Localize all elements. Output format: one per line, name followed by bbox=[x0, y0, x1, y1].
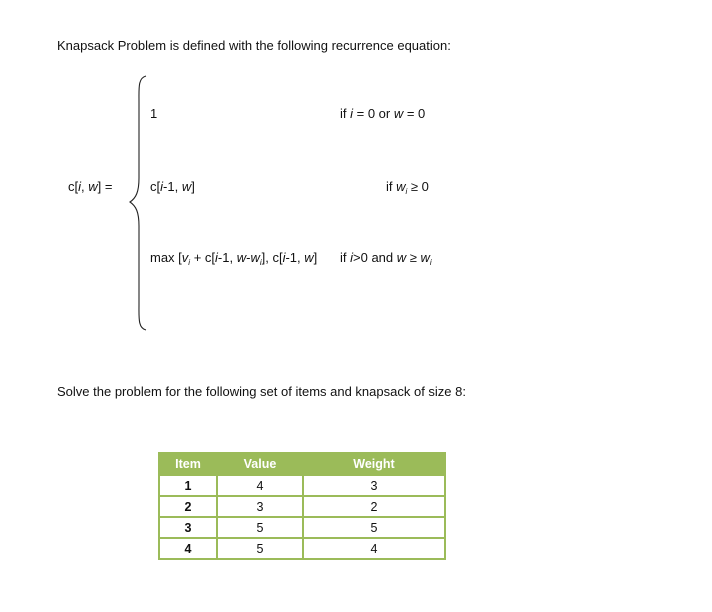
cell-weight: 2 bbox=[303, 496, 445, 517]
table-row bbox=[159, 475, 445, 496]
cell-value: 4 bbox=[217, 475, 303, 496]
cell-value: 5 bbox=[217, 538, 303, 559]
cell-value: 3 bbox=[217, 496, 303, 517]
case1-value: 1 bbox=[150, 106, 158, 121]
table-header-row bbox=[159, 453, 445, 475]
table-row bbox=[159, 538, 445, 559]
intro-text: Knapsack Problem is defined with the following recurrence equation: bbox=[57, 38, 451, 53]
table-row bbox=[159, 496, 445, 517]
table-row bbox=[159, 517, 445, 538]
cell-weight: 5 bbox=[303, 517, 445, 538]
case3-condition: if i>0 and $w \ge w_i$ bbox=[340, 250, 432, 267]
cell-item: 2 bbox=[159, 496, 217, 517]
left-brace-icon bbox=[128, 74, 152, 332]
header-value: Value bbox=[217, 453, 303, 475]
cell-item: 4 bbox=[159, 538, 217, 559]
cell-weight: 3 bbox=[303, 475, 445, 496]
case2-condition: if $w_i \ge 0$ bbox=[386, 179, 429, 196]
case3-value: $\max [v_i + c[i-1$, $w-w_i$], c[i-1, w] bbox=[150, 250, 318, 267]
header-weight: Weight bbox=[303, 453, 445, 475]
case2-value: c[i-1, w] bbox=[150, 179, 195, 194]
header-item: Item bbox=[159, 453, 217, 475]
recurrence-lhs: c[i, w] = bbox=[68, 179, 113, 194]
case1-condition: if i = 0 or w = 0 bbox=[340, 106, 426, 121]
cell-value: 5 bbox=[217, 517, 303, 538]
cell-item: 1 bbox=[159, 475, 217, 496]
cell-weight: 4 bbox=[303, 538, 445, 559]
solve-prompt: Solve the problem for the following set of items and knapsack of size 8: bbox=[57, 384, 466, 399]
cell-item: 3 bbox=[159, 517, 217, 538]
items-table bbox=[158, 452, 446, 560]
